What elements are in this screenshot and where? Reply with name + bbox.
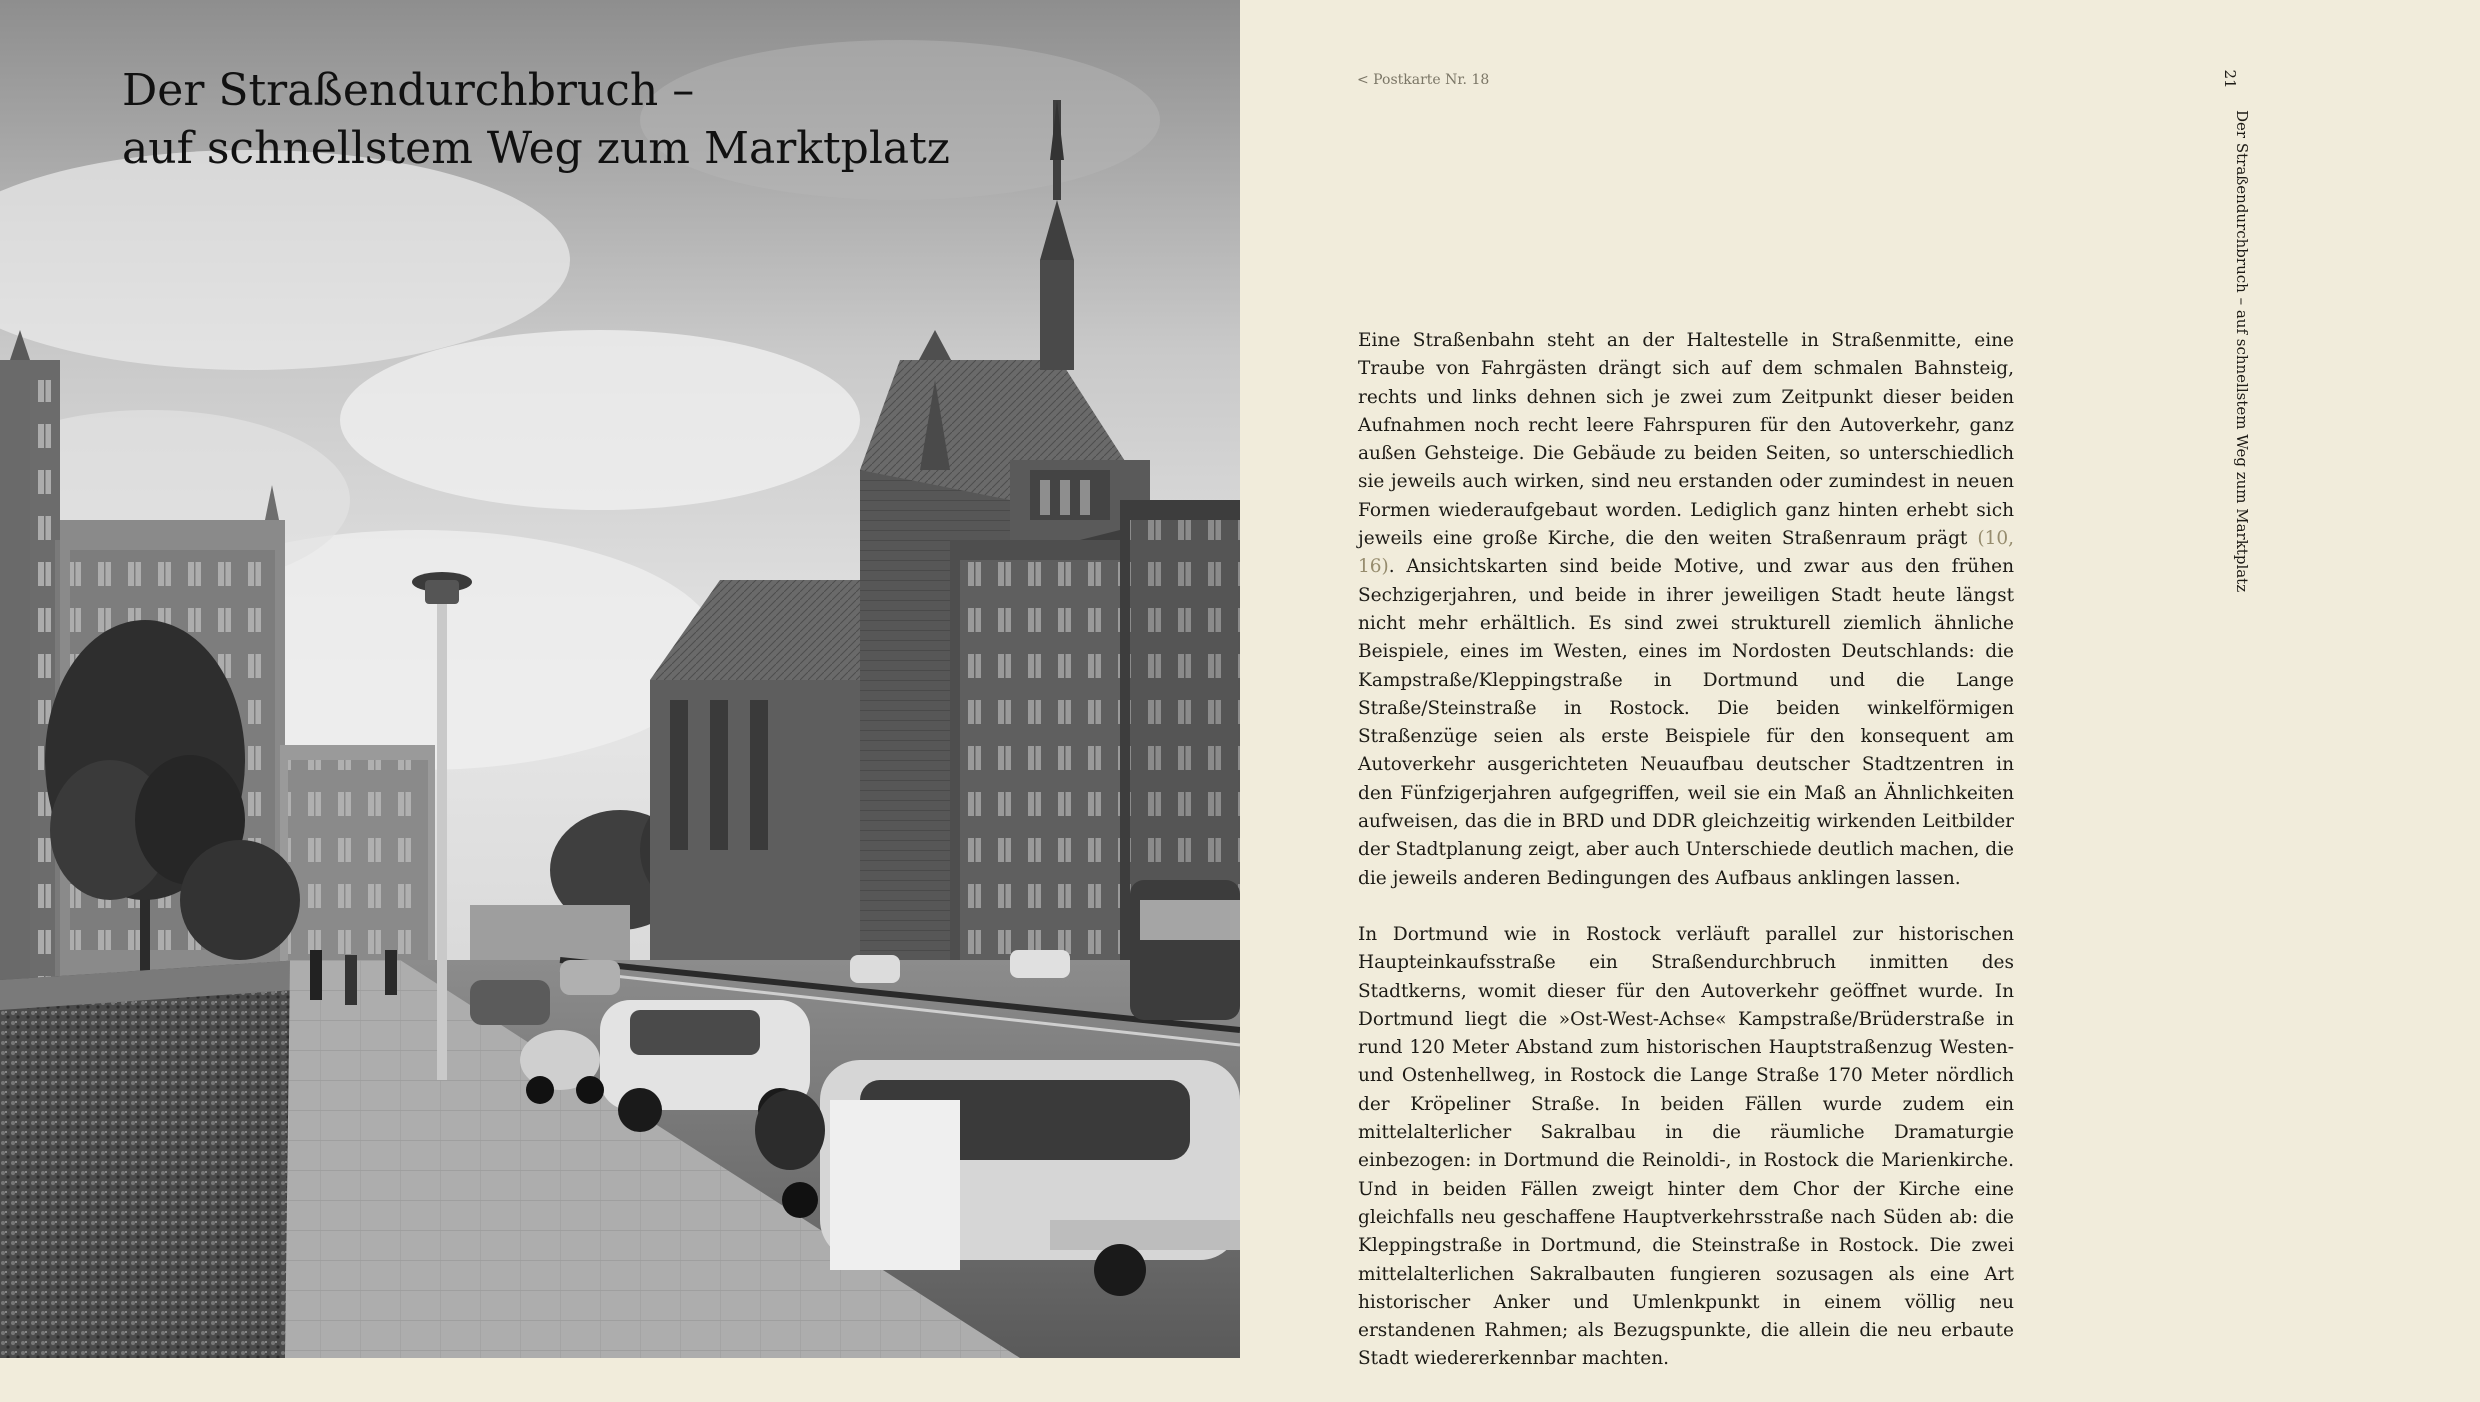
paragraph-1-end: . Ansichtskarten sind beide Motive, und zwar aus den frühen Sechzigerjahren, und beide in ihrer jeweiligen Stadt heute längst nicht mehr erhältlich. Es sind zwei strukturell ziemlich ähnliche Beispiele, eines im Westen, eines im Nordosten Deutschlands: die Kampstraße/Kleppingstraße in Dortmund und die Lange Straße/Steinstraße in Rostock. Die beiden winkelförmigen Straßenzüge seien als erste Beispiele für den konsequent am Autoverkehr ausgerichteten Neuaufbau deutscher Stadtzentren in den Fünfzigerjahren aufgegriffen, weil sie ein Maß an Ähnlichkeiten aufweisen, das die in BRD und DDR gleichzeitig wirkenden Leitbilder der Stadtplanung zeigt, aber auch Unterschiede deutlich machen, die die jeweils anderen Bedingungen des Aufbaus anklingen lassen. xyxy=(1358,556,2014,889)
heading-line-2: auf schnellstem Weg zum Marktplatz xyxy=(122,123,950,174)
body-text xyxy=(1358,327,2014,1402)
figure-reference-link[interactable]: (10, 16) xyxy=(1358,528,2014,578)
running-head xyxy=(2216,69,2252,593)
left-page xyxy=(0,0,1240,1358)
paragraph-1-start: Eine Straßenbahn steht an der Haltestelle in Straßenmitte, eine Traube von Fahrgästen drängt sich auf dem schmalen Bahnsteig, rechts und links dehnen sich je zwei zum Zeitpunkt dieser beiden Aufnahmen noch recht leere Fahrspuren für den Autoverkehr, ganz außen Gehsteige. Die Gebäude zu beiden Seiten, so unterschiedlich sie jeweils auch wirken, sind neu erstanden oder zumindest in neuen Formen wiederaufgebaut worden. Lediglich ganz hinten erhebt sich jeweils eine große Kirche, die den weiten Straßenraum prägt xyxy=(1358,330,2014,550)
page-number: 21 xyxy=(2221,69,2239,89)
postcard-back-link[interactable]: < Postkarte Nr. 18 xyxy=(1357,72,1490,88)
right-page xyxy=(1240,0,2480,1370)
heading-line-1: Der Straßendurchbruch – xyxy=(122,65,695,116)
paragraph-1 xyxy=(1358,327,2014,893)
running-head-title: Der Straßendurchbruch – auf schnellstem Weg zum Marktplatz xyxy=(2233,110,2251,593)
page-heading xyxy=(122,62,950,178)
city-street-photo xyxy=(0,0,1240,1358)
paragraph-2: In Dortmund wie in Rostock verläuft parallel zur historischen Haupteinkaufsstraße ein Straßendurchbruch inmitten des Stadtkerns, womit dieser für den Autoverkehr geöffnet wurde. In Dortmund liegt die »Ost-West-Achse« Kampstraße/Brüderstraße in rund 120 Meter Abstand zum historischen Hauptstraßenzug Westen- und Ostenhellweg, in Rostock die Lange Straße 170 Meter nördlich der Kröpeliner Straße. In beiden Fällen wurde zudem ein mittelalterlicher Sakralbau in die räumliche Dramaturgie einbezogen: in Dortmund die Reinoldi-, in Rostock die Marienkirche. Und in beiden Fällen zweigt hinter dem Chor der Kirche eine gleichfalls neu geschaffene Hauptverkehrsstraße nach Süden ab: die Kleppingstraße in Dortmund, die Steinstraße in Rostock. Die zwei mittelalterlichen Sakralbauten fungieren sozusagen als eine Art historischer Anker und Umlenkpunkt in einem völlig neu erstandenen Rahmen; als Bezugspunkte, die allein die neu erbaute Stadt wiedererkennbar machten. xyxy=(1358,923,2014,1370)
